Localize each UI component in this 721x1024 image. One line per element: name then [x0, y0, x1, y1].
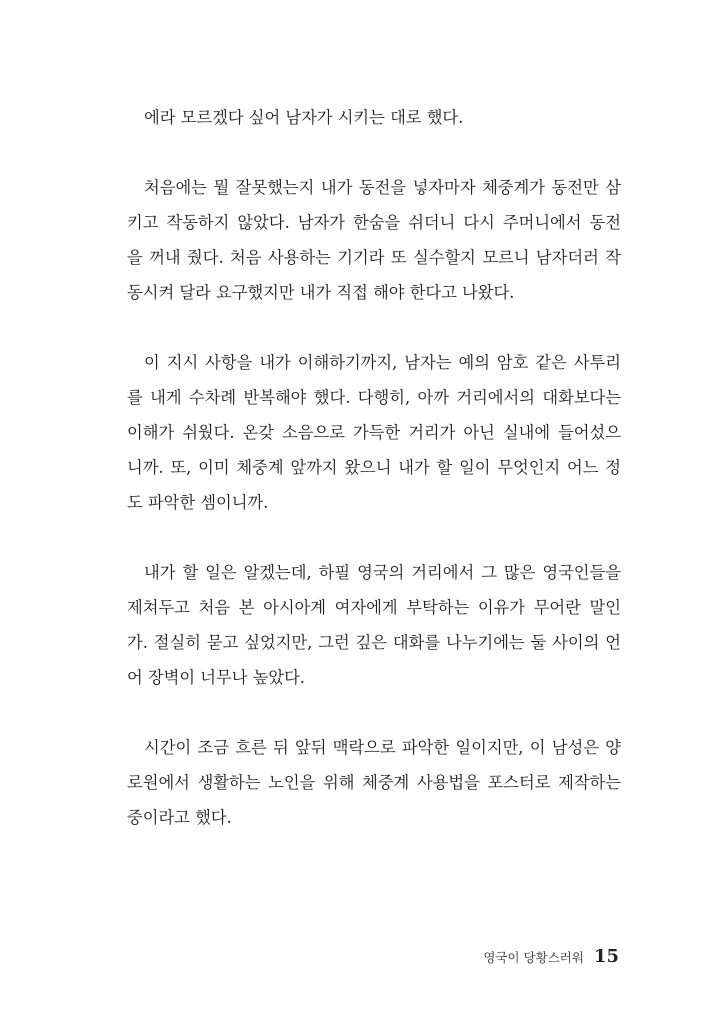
text-line: 도 파악한 셈이니까. [127, 493, 269, 512]
text-line: 가. 절실히 묻고 싶었지만, 그런 깊은 대화를 나누기에는 둘 사이의 언 [127, 633, 621, 652]
page-footer [483, 946, 619, 972]
paragraph-1 [127, 100, 621, 135]
text-line: 이해가 쉬웠다. 온갖 소음으로 가득한 거리가 아닌 실내에 들어섰으 [127, 423, 621, 442]
text-line: 로원에서 생활하는 노인을 위해 체중계 사용법을 포스터로 제작하는 [127, 773, 621, 792]
running-title: 영국이 당황스러워 [483, 950, 584, 965]
paragraph-5 [127, 730, 621, 835]
paragraph-3 [127, 345, 621, 520]
page-number: 15 [593, 946, 619, 967]
text-line: 동시켜 달라 요구했지만 내가 직접 해야 한다고 나왔다. [127, 283, 515, 302]
text-line: 니까. 또, 이미 체중계 앞까지 왔으니 내가 할 일이 무엇인지 어느 정 [127, 458, 621, 477]
text-line: 내가 할 일은 알겠는데, 하필 영국의 거리에서 그 많은 영국인들을 [144, 563, 621, 582]
text-line: 이 지시 사항을 내가 이해하기까지, 남자는 예의 암호 같은 사투리 [144, 353, 621, 372]
text-line: 제쳐두고 처음 본 아시아계 여자에게 부탁하는 이유가 무어란 말인 [127, 598, 621, 617]
text-line: 에라 모르겠다 싶어 남자가 시키는 대로 했다. [144, 108, 464, 127]
text-line: 를 내게 수차례 반복해야 했다. 다행히, 아까 거리에서의 대화보다는 [127, 388, 621, 407]
body-text [127, 100, 621, 870]
paragraph-4 [127, 555, 621, 695]
text-line: 키고 작동하지 않았다. 남자가 한숨을 쉬더니 다시 주머니에서 동전 [127, 213, 621, 232]
text-line: 시간이 조금 흐른 뒤 앞뒤 맥락으로 파악한 일이지만, 이 남성은 양 [144, 738, 621, 757]
text-line: 을 꺼내 줬다. 처음 사용하는 기기라 또 실수할지 모르니 남자더러 작 [127, 248, 621, 267]
paragraph-2 [127, 170, 621, 310]
text-line: 어 장벽이 너무나 높았다. [127, 668, 305, 687]
text-line: 중이라고 했다. [127, 808, 232, 827]
text-line: 처음에는 뭘 잘못했는지 내가 동전을 넣자마자 체중계가 동전만 삼 [144, 178, 621, 197]
